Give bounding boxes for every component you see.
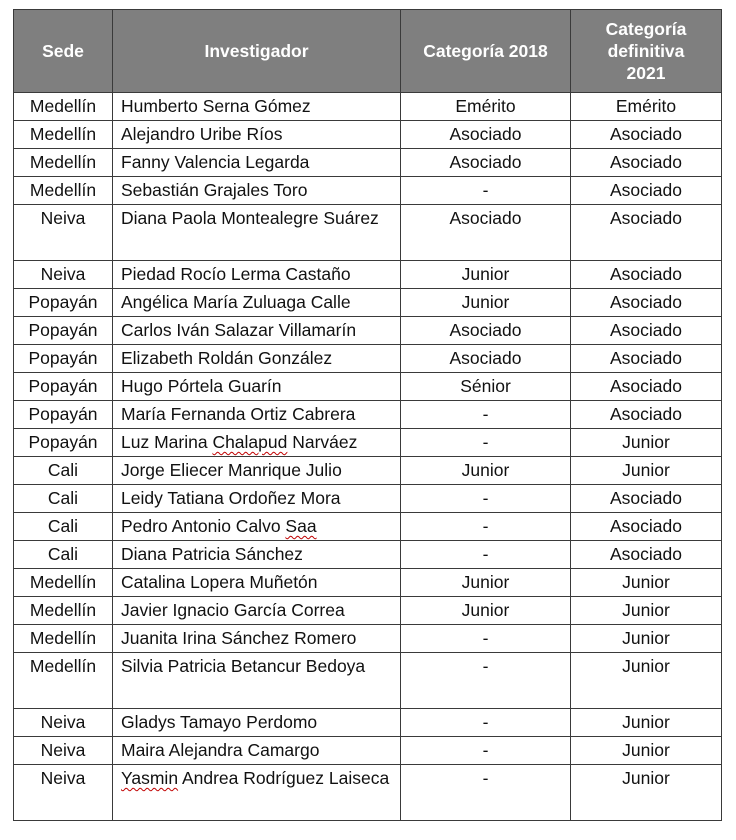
table-row — [14, 485, 722, 513]
table-row — [14, 261, 722, 289]
cell-categoria-2021: Asociado — [571, 177, 722, 205]
cell-categoria-2018: - — [401, 737, 571, 765]
cell-categoria-2021: Asociado — [571, 485, 722, 513]
cell-sede: Neiva — [14, 205, 113, 261]
cell-sede: Popayán — [14, 345, 113, 373]
cell-categoria-2021: Junior — [571, 597, 722, 625]
cell-investigador — [113, 513, 401, 541]
header-row — [14, 10, 722, 93]
table-row — [14, 205, 722, 261]
cell-sede: Medellín — [14, 177, 113, 205]
cell-sede: Medellín — [14, 121, 113, 149]
table-row — [14, 317, 722, 345]
table-row — [14, 121, 722, 149]
table-row — [14, 625, 722, 653]
cell-sede: Cali — [14, 513, 113, 541]
header-sede: Sede — [14, 10, 113, 93]
cell-sede: Popayán — [14, 429, 113, 457]
header-investigador: Investigador — [113, 10, 401, 93]
header-categoria-2018: Categoría 2018 — [401, 10, 571, 93]
cell-sede: Neiva — [14, 709, 113, 737]
cell-sede: Cali — [14, 485, 113, 513]
cell-investigador — [113, 765, 401, 821]
cell-categoria-2018: - — [401, 625, 571, 653]
cell-investigador: María Fernanda Ortiz Cabrera — [113, 401, 401, 429]
cell-categoria-2021: Junior — [571, 709, 722, 737]
cell-categoria-2021: Asociado — [571, 513, 722, 541]
cell-categoria-2018: Junior — [401, 597, 571, 625]
cell-categoria-2021: Junior — [571, 429, 722, 457]
researchers-table — [13, 9, 722, 821]
cell-categoria-2018: Asociado — [401, 205, 571, 261]
cell-investigador: Elizabeth Roldán González — [113, 345, 401, 373]
table-row — [14, 597, 722, 625]
cell-investigador: Angélica María Zuluaga Calle — [113, 289, 401, 317]
cell-categoria-2018: Asociado — [401, 149, 571, 177]
name-part: Narváez — [287, 432, 358, 452]
cell-categoria-2018: Emérito — [401, 93, 571, 121]
cell-investigador: Leidy Tatiana Ordoñez Mora — [113, 485, 401, 513]
cell-categoria-2018: - — [401, 401, 571, 429]
table-row — [14, 541, 722, 569]
cell-categoria-2021: Asociado — [571, 289, 722, 317]
cell-categoria-2018: - — [401, 653, 571, 709]
cell-sede: Cali — [14, 457, 113, 485]
table-row — [14, 401, 722, 429]
cell-categoria-2018: Junior — [401, 261, 571, 289]
cell-sede: Popayán — [14, 373, 113, 401]
cell-categoria-2021: Junior — [571, 625, 722, 653]
cell-investigador: Juanita Irina Sánchez Romero — [113, 625, 401, 653]
cell-investigador: Fanny Valencia Legarda — [113, 149, 401, 177]
cell-sede: Medellín — [14, 625, 113, 653]
table-row — [14, 429, 722, 457]
cell-categoria-2018: - — [401, 513, 571, 541]
cell-sede: Medellín — [14, 149, 113, 177]
table-row — [14, 457, 722, 485]
cell-sede: Medellín — [14, 569, 113, 597]
cell-investigador: Humberto Serna Gómez — [113, 93, 401, 121]
cell-investigador: Gladys Tamayo Perdomo — [113, 709, 401, 737]
cell-categoria-2021: Junior — [571, 765, 722, 821]
table-body — [14, 93, 722, 821]
cell-categoria-2021: Asociado — [571, 205, 722, 261]
cell-investigador: Catalina Lopera Muñetón — [113, 569, 401, 597]
cell-sede: Cali — [14, 541, 113, 569]
table-row — [14, 653, 722, 709]
cell-categoria-2018: - — [401, 177, 571, 205]
cell-investigador: Alejandro Uribe Ríos — [113, 121, 401, 149]
spellcheck-flagged-word: Saa — [285, 516, 317, 536]
cell-categoria-2021: Asociado — [571, 317, 722, 345]
cell-investigador — [113, 429, 401, 457]
cell-categoria-2018: - — [401, 709, 571, 737]
cell-sede: Popayán — [14, 317, 113, 345]
cell-sede: Popayán — [14, 289, 113, 317]
table-row — [14, 289, 722, 317]
cell-categoria-2018: Junior — [401, 569, 571, 597]
cell-categoria-2021: Asociado — [571, 401, 722, 429]
cell-investigador: Jorge Eliecer Manrique Julio — [113, 457, 401, 485]
spellcheck-flagged-word: Yasmin — [121, 768, 179, 788]
name-part: Luz Marina — [121, 432, 213, 452]
name-part: Andrea Rodríguez Laiseca — [178, 768, 390, 788]
cell-investigador: Sebastián Grajales Toro — [113, 177, 401, 205]
header-categoria-2021: Categoría definitiva 2021 — [571, 10, 722, 93]
table-row — [14, 569, 722, 597]
cell-investigador: Javier Ignacio García Correa — [113, 597, 401, 625]
cell-investigador: Piedad Rocío Lerma Castaño — [113, 261, 401, 289]
table-row — [14, 93, 722, 121]
table-row — [14, 149, 722, 177]
cell-sede: Neiva — [14, 261, 113, 289]
table-row — [14, 709, 722, 737]
table-row — [14, 177, 722, 205]
cell-categoria-2018: Asociado — [401, 121, 571, 149]
cell-categoria-2018: Asociado — [401, 317, 571, 345]
table-row — [14, 737, 722, 765]
cell-investigador: Silvia Patricia Betancur Bedoya — [113, 653, 401, 709]
cell-categoria-2018: - — [401, 429, 571, 457]
cell-investigador: Hugo Pórtela Guarín — [113, 373, 401, 401]
cell-categoria-2018: - — [401, 485, 571, 513]
cell-categoria-2018: - — [401, 541, 571, 569]
cell-investigador: Maira Alejandra Camargo — [113, 737, 401, 765]
cell-categoria-2021: Junior — [571, 737, 722, 765]
cell-investigador: Diana Paola Montealegre Suárez — [113, 205, 401, 261]
cell-sede: Medellín — [14, 653, 113, 709]
name-part: Pedro Antonio Calvo — [121, 516, 286, 536]
cell-categoria-2018: Sénior — [401, 373, 571, 401]
cell-categoria-2021: Asociado — [571, 149, 722, 177]
spellcheck-flagged-word: Chalapud — [212, 432, 288, 452]
cell-sede: Neiva — [14, 737, 113, 765]
cell-categoria-2018: Asociado — [401, 345, 571, 373]
cell-categoria-2018: Junior — [401, 289, 571, 317]
cell-categoria-2021: Emérito — [571, 93, 722, 121]
cell-sede: Popayán — [14, 401, 113, 429]
cell-sede: Medellín — [14, 597, 113, 625]
cell-categoria-2021: Asociado — [571, 345, 722, 373]
cell-categoria-2018: - — [401, 765, 571, 821]
cell-categoria-2018: Junior — [401, 457, 571, 485]
cell-categoria-2021: Asociado — [571, 541, 722, 569]
cell-categoria-2021: Asociado — [571, 121, 722, 149]
cell-categoria-2021: Junior — [571, 653, 722, 709]
cell-sede: Medellín — [14, 93, 113, 121]
cell-categoria-2021: Junior — [571, 457, 722, 485]
table-row — [14, 373, 722, 401]
cell-sede: Neiva — [14, 765, 113, 821]
table-row — [14, 765, 722, 821]
table-header — [14, 10, 722, 93]
cell-investigador: Diana Patricia Sánchez — [113, 541, 401, 569]
table-row — [14, 345, 722, 373]
table-row — [14, 513, 722, 541]
cell-categoria-2021: Junior — [571, 569, 722, 597]
cell-categoria-2021: Asociado — [571, 373, 722, 401]
cell-categoria-2021: Asociado — [571, 261, 722, 289]
cell-investigador: Carlos Iván Salazar Villamarín — [113, 317, 401, 345]
